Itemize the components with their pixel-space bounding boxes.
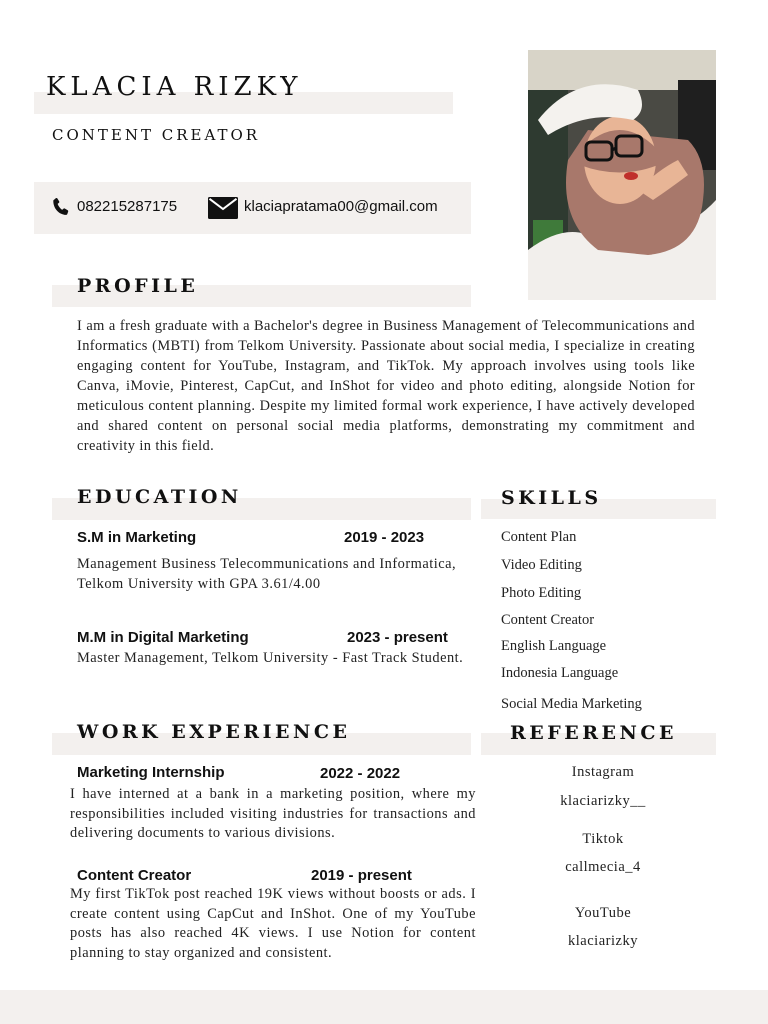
work-role: Content Creator xyxy=(77,867,192,884)
profile-summary: I am a fresh graduate with a Bachelor's degree in Business Management of Telecommunications and Informatics (MBTI) from Telkom University. Passionate about social media, I specialize in creating engaging content for YouTube, Instagram, and TikTok. My approach involves using tools like Canva, iMovie, Pinterest, CapCut, and InShot for video and photo editing, alongside Notion for meticulous content planning. Despite my limited formal work experience, I have actively developed and shared content on personal social media platforms, demonstrating my commitment and creativity in this field. xyxy=(77,318,695,454)
education-description: Master Management, Telkom University - Fast Track Student. xyxy=(77,650,464,666)
phone-icon xyxy=(50,195,72,219)
reference-heading: REFERENCE xyxy=(510,722,677,744)
skill-item: Content Plan xyxy=(501,529,577,545)
education-description: Management Business Telecommunications and Informatica, Telkom University with GPA 3.61/4.00 xyxy=(77,556,457,592)
education-degree: M.M in Digital Marketing xyxy=(77,629,249,646)
work-years: 2022 - 2022 xyxy=(320,765,401,782)
education-years: 2023 - present xyxy=(347,629,448,646)
person-name: KLACIA RIZKY xyxy=(46,72,303,102)
skill-item: Photo Editing xyxy=(501,585,582,601)
skill-item: English Language xyxy=(501,638,607,654)
skill-item: Social Media Marketing xyxy=(501,696,642,712)
footer-band xyxy=(0,990,768,1024)
skills-heading: SKILLS xyxy=(501,487,602,509)
work-description: My first TikTok post reached 19K views without boosts or ads. I create content using CapCut and InShot. One of my YouTube posts has also reached 4K views. I use Notion for content planning to stay organized and consistent. xyxy=(70,886,476,961)
email-address[interactable]: klaciapratama00@gmail.com xyxy=(244,198,438,215)
profile-photo xyxy=(528,50,716,300)
reference-handle[interactable]: callmecia_4 xyxy=(565,859,641,875)
education-degree: S.M in Marketing xyxy=(77,529,197,546)
mail-icon xyxy=(208,197,238,219)
work-role: Marketing Internship xyxy=(77,764,225,781)
work-years: 2019 - present xyxy=(311,867,412,884)
work-description: I have interned at a bank in a marketing position, where my responsibilities included visiting industries for transactions and delivering documents to various divisions. xyxy=(70,786,476,841)
phone-number[interactable]: 082215287175 xyxy=(77,198,178,215)
education-heading: EDUCATION xyxy=(77,486,242,508)
skill-item: Content Creator xyxy=(501,612,595,628)
skill-item: Indonesia Language xyxy=(501,665,619,681)
profile-heading: PROFILE xyxy=(77,275,199,297)
job-title: CONTENT CREATOR xyxy=(52,126,261,144)
reference-platform: Tiktok xyxy=(582,831,624,847)
reference-platform: Instagram xyxy=(571,764,635,780)
reference-handle[interactable]: klaciarizky xyxy=(568,933,638,949)
reference-platform: YouTube xyxy=(574,905,632,921)
work-heading: WORK EXPERIENCE xyxy=(77,721,351,743)
reference-handle[interactable]: klaciarizky__ xyxy=(560,793,646,809)
skill-item: Video Editing xyxy=(501,557,582,573)
education-years: 2019 - 2023 xyxy=(344,529,425,546)
